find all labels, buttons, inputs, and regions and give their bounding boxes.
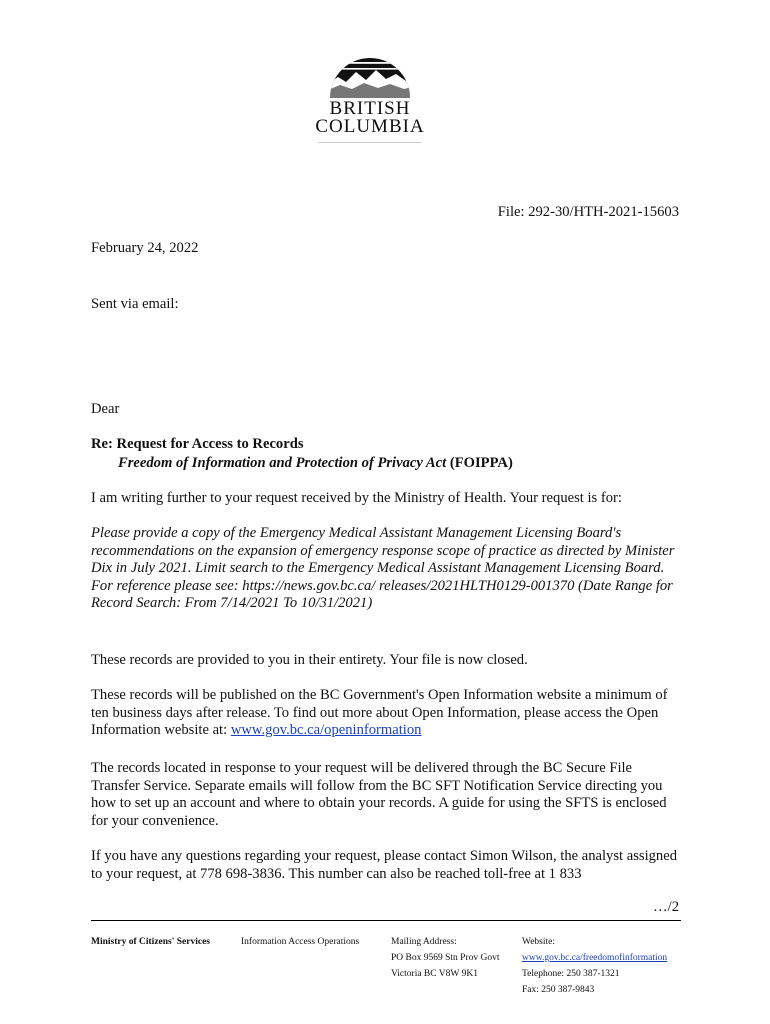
sfts-paragraph: The records located in response to your request will be delivered through the BC Secure File Transfer Service. Separate emails will follow from the BC SFT Notification Service directing you how to set up an account and where to obtain your records. A guide for using the SFTS is enclosed for your convenience. (91, 760, 667, 829)
logo-underline (318, 142, 422, 143)
footer-branch: Information Access Operations (241, 937, 360, 947)
logo-line-columbia: COLUMBIA (315, 116, 425, 137)
request-text: Please provide a copy of the Emergency Medical Assistant Management Licensing Board's recommendations on the expansion of emergency response scope of practice as directed by Minister Dix in July 2021. Limit search to the Emergency Medical Assistant Management Licensing Board. For reference please see: https://news.gov.bc.ca/ releases/2021HLTH0129-001370 (Date Range for Record Search: From 7/14/2021 To 10/31/2021) (91, 525, 675, 611)
mailing-label: Mailing Address: (391, 937, 457, 947)
file-reference: File: 292-30/HTH-2021-15603 (497, 204, 679, 220)
re-line: Re: Request for Access to Records (91, 436, 304, 452)
logo-line-british: BRITISH (329, 98, 411, 119)
open-information-text: These records will be published on the BC Government's Open Information website a minimum of ten business days after release. To find out more about Open Information, please access the Open Information website at: (91, 687, 668, 738)
letter-date: February 24, 2022 (91, 240, 199, 256)
footer-contact (522, 934, 667, 998)
website-link[interactable]: www.gov.bc.ca/freedomofinformation (522, 953, 668, 963)
intro-paragraph: I am writing further to your request received by the Ministry of Health. Your request is for: (91, 490, 622, 506)
act-abbreviation: (FOIPPA) (449, 455, 513, 471)
telephone: Telephone: 250 387-1321 (522, 969, 620, 979)
records-provided-paragraph: These records are provided to you in their entirety. Your file is now closed. (91, 652, 528, 668)
mailing-line-2: Victoria BC V8W 9K1 (391, 969, 478, 979)
act-line (118, 455, 513, 473)
fax: Fax: 250 387-9843 (522, 985, 595, 995)
act-name: Freedom of Information and Protection of Privacy Act (118, 455, 447, 471)
footer-ministry: Ministry of Citizens' Services (91, 937, 210, 947)
open-information-paragraph (91, 687, 681, 740)
sent-via-line: Sent via email: (91, 296, 179, 312)
bc-sun-mountain-icon (328, 44, 412, 100)
logo-wordmark (300, 100, 440, 136)
page-continuation-marker: …/2 (653, 899, 679, 915)
salutation: Dear (91, 401, 120, 417)
bc-government-logo (300, 44, 440, 154)
footer-divider (91, 920, 681, 921)
open-information-link[interactable]: www.gov.bc.ca/openinformation (230, 722, 422, 738)
mailing-line-1: PO Box 9569 Stn Prov Govt (391, 953, 500, 963)
website-label: Website: (522, 937, 556, 947)
questions-paragraph: If you have any questions regarding your request, please contact Simon Wilson, the analyst assigned to your request, at 778 698-3836. This number can also be reached toll-free at 1 833 (91, 848, 677, 882)
footer-mailing-address (391, 934, 499, 982)
